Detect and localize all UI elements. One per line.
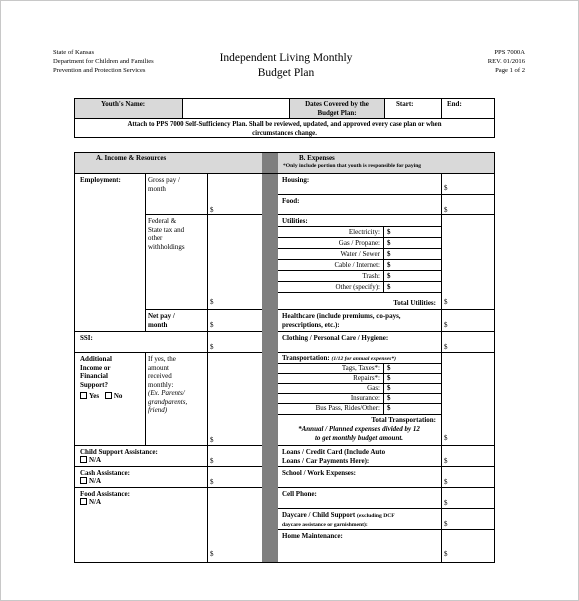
agency-line: State of Kansas bbox=[53, 49, 95, 56]
school-work-label: School / Work Expenses: bbox=[282, 469, 356, 477]
food-label: Food: bbox=[282, 197, 300, 205]
transport-items bbox=[278, 364, 383, 414]
additional-income-field[interactable] bbox=[217, 353, 261, 444]
ssi-dollar: $ bbox=[210, 343, 214, 351]
start-date-field[interactable] bbox=[421, 99, 441, 118]
gas-propane-label: Gas / Propane: bbox=[338, 239, 380, 247]
healthcare-line: prescriptions, etc.): bbox=[282, 320, 340, 329]
title-line: Budget Plan bbox=[257, 67, 315, 79]
food-assistance-dollar: $ bbox=[210, 550, 214, 558]
electricity-label: Electricity: bbox=[348, 228, 380, 236]
cell-phone-field[interactable] bbox=[451, 488, 494, 507]
food-dollar: $ bbox=[444, 206, 448, 214]
child-support-na bbox=[80, 456, 101, 465]
net-pay-line: Net pay / bbox=[148, 312, 175, 320]
trash-dollar[interactable]: $ bbox=[387, 272, 391, 280]
end-date-field[interactable] bbox=[467, 99, 494, 118]
agency-line: Prevention and Protection Services bbox=[53, 67, 146, 74]
expenses-subheading: *Only include portion that youth is responsible for paying bbox=[283, 163, 422, 169]
other-utility-label: Other (specify): bbox=[335, 283, 380, 291]
youth-name-field[interactable] bbox=[183, 99, 289, 118]
income-heading: A. Income & Resources bbox=[96, 154, 167, 162]
form-number: PPS 7000A bbox=[494, 49, 525, 56]
end-label: End: bbox=[447, 100, 462, 108]
child-support-dollar: $ bbox=[210, 457, 214, 465]
clothing-label: Clothing / Personal Care / Hygiene: bbox=[282, 334, 389, 342]
ssi-label: SSI: bbox=[80, 334, 93, 342]
example-line: grandparents, bbox=[148, 397, 188, 406]
additional-dollar: $ bbox=[210, 436, 214, 444]
if-yes-line: amount bbox=[148, 363, 169, 372]
housing-label: Housing: bbox=[282, 176, 310, 184]
healthcare-line: Healthcare (include premiums, co-pays, bbox=[282, 312, 401, 320]
withholdings-line: State tax and bbox=[148, 225, 185, 234]
daycare-note-line2: daycare assistance or garnishment): bbox=[282, 521, 368, 528]
additional-line: Income or bbox=[80, 363, 111, 372]
net-pay-field[interactable] bbox=[217, 310, 261, 330]
gas-dollar[interactable]: $ bbox=[387, 239, 391, 247]
example-line: (Ex. Parents/ bbox=[148, 389, 185, 397]
cable-dollar[interactable]: $ bbox=[387, 261, 391, 269]
yes-checkbox[interactable] bbox=[80, 392, 87, 399]
gross-pay-line: month bbox=[148, 184, 166, 193]
withholdings-dollar: $ bbox=[210, 298, 214, 306]
gas-transport-dollar[interactable]: $ bbox=[387, 384, 391, 392]
annual-note-line: to get monthly budget amount. bbox=[314, 433, 404, 442]
loans-line: Loans / Credit Card (Include Auto bbox=[282, 448, 386, 456]
child-support-field[interactable] bbox=[217, 446, 261, 465]
daycare-label bbox=[282, 511, 395, 529]
daycare-note: (excluding DCF bbox=[356, 513, 395, 519]
home-maintenance-label: Home Maintenance: bbox=[282, 532, 343, 540]
total-utilities-label: Total Utilities: bbox=[393, 299, 436, 307]
withholdings-line: Federal & bbox=[148, 217, 177, 225]
home-maintenance-dollar: $ bbox=[444, 550, 448, 558]
dates-label-line: Dates Covered by the bbox=[305, 100, 369, 108]
water-sewer-label: Water / Sewer bbox=[340, 250, 380, 258]
net-pay-dollar: $ bbox=[210, 321, 214, 329]
center-divider bbox=[262, 153, 278, 562]
daycare-field[interactable] bbox=[451, 509, 494, 528]
food-field[interactable] bbox=[451, 195, 494, 214]
healthcare-field[interactable] bbox=[451, 310, 494, 330]
bus-pass-label: Bus Pass, Rides/Other: bbox=[315, 404, 380, 412]
dates-covered-label bbox=[290, 100, 384, 117]
youth-name-label: Youth's Name: bbox=[101, 100, 146, 108]
food-assistance-field[interactable] bbox=[217, 488, 261, 561]
withholdings-line: withholdings bbox=[148, 242, 185, 251]
repairs-label: Repairs*: bbox=[353, 374, 380, 382]
na-label: N/A bbox=[89, 456, 102, 464]
withholdings-field[interactable] bbox=[217, 215, 261, 308]
title-line: Independent Living Monthly bbox=[219, 52, 353, 64]
food-assistance-label: Food Assistance: bbox=[80, 490, 130, 498]
attach-line: circumstances change. bbox=[252, 129, 317, 137]
if-yes-line: received bbox=[148, 372, 172, 380]
net-pay-label bbox=[148, 312, 175, 329]
na-label: N/A bbox=[89, 477, 102, 485]
net-pay-line: month bbox=[148, 320, 168, 329]
additional-line: Support? bbox=[80, 380, 109, 389]
loans-field[interactable] bbox=[451, 446, 494, 465]
child-support-na-checkbox[interactable] bbox=[80, 456, 87, 463]
child-support-label: Child Support Assistance: bbox=[80, 448, 158, 456]
yes-no-options bbox=[80, 392, 122, 401]
housing-dollar: $ bbox=[444, 184, 448, 192]
clothing-dollar: $ bbox=[444, 343, 448, 351]
transportation-note: (1/12 for annual expenses*) bbox=[331, 356, 396, 362]
healthcare-label bbox=[282, 312, 401, 329]
transportation-title: Transportation: bbox=[282, 354, 330, 362]
if-yes-line: monthly: bbox=[148, 380, 174, 389]
dates-label-line: Budget Plan: bbox=[317, 108, 357, 117]
page-number: Page 1 of 2 bbox=[495, 67, 525, 74]
additional-income-label bbox=[80, 355, 112, 389]
trash-label: Trash: bbox=[362, 272, 380, 280]
housing-field[interactable] bbox=[451, 174, 494, 193]
tags-dollar[interactable]: $ bbox=[387, 364, 391, 372]
total-transportation-dollar: $ bbox=[444, 434, 448, 442]
daycare-dollar: $ bbox=[444, 520, 448, 528]
water-dollar[interactable]: $ bbox=[387, 250, 391, 258]
food-assistance-na bbox=[80, 498, 101, 507]
attach-line: Attach to PPS 7000 Self-Sufficiency Plan. Shall be reviewed, updated, and approved every case plan or when bbox=[127, 121, 442, 128]
school-work-dollar: $ bbox=[444, 478, 448, 486]
total-utilities-dollar: $ bbox=[444, 298, 448, 306]
attach-instructions bbox=[75, 121, 494, 138]
healthcare-dollar: $ bbox=[444, 321, 448, 329]
total-transportation-field[interactable] bbox=[451, 353, 494, 444]
gross-pay-label bbox=[148, 176, 180, 193]
agency-block bbox=[53, 48, 154, 75]
cash-assistance-label: Cash Assistance: bbox=[80, 469, 130, 477]
gross-pay-dollar: $ bbox=[210, 206, 214, 214]
bus-pass-dollar[interactable]: $ bbox=[387, 404, 391, 412]
form-id-block bbox=[453, 48, 525, 75]
employment-label: Employment: bbox=[80, 176, 121, 184]
loans-dollar: $ bbox=[444, 457, 448, 465]
withholdings-label bbox=[148, 217, 185, 251]
cell-phone-label: Cell Phone: bbox=[282, 490, 317, 498]
cell-phone-dollar: $ bbox=[444, 499, 448, 507]
gross-pay-field[interactable] bbox=[217, 174, 261, 214]
start-label: Start: bbox=[396, 100, 414, 108]
daycare-title: Daycare / Child Support bbox=[282, 511, 356, 519]
annual-note bbox=[284, 425, 434, 442]
no-label: No bbox=[113, 392, 123, 400]
na-label: N/A bbox=[89, 498, 102, 506]
food-na-checkbox[interactable] bbox=[80, 498, 87, 505]
form-title bbox=[201, 51, 371, 81]
revision: REV. 01/2016 bbox=[487, 58, 525, 65]
electricity-dollar[interactable]: $ bbox=[387, 228, 391, 236]
gross-pay-line: Gross pay / bbox=[148, 176, 180, 184]
repairs-dollar[interactable]: $ bbox=[387, 374, 391, 382]
other-dollar[interactable]: $ bbox=[387, 283, 391, 291]
cash-assistance-field[interactable] bbox=[217, 467, 261, 486]
clothing-field[interactable] bbox=[451, 332, 494, 351]
yes-label: Yes bbox=[89, 392, 100, 400]
example-line: friend) bbox=[148, 406, 168, 414]
gas-label: Gas: bbox=[367, 384, 380, 392]
agency-line: Department for Children and Families bbox=[53, 58, 154, 65]
insurance-label: Insurance: bbox=[350, 394, 380, 402]
if-yes-line: If yes, the bbox=[148, 355, 176, 363]
cash-assistance-dollar: $ bbox=[210, 478, 214, 486]
cash-assistance-na bbox=[80, 477, 101, 486]
utilities-label: Utilities: bbox=[282, 217, 308, 225]
home-maintenance-field[interactable] bbox=[451, 530, 494, 561]
cable-internet-label: Cable / Internet: bbox=[334, 261, 380, 269]
loans-line: Loans / Car Payments Here): bbox=[282, 456, 370, 465]
ssi-field[interactable] bbox=[217, 332, 261, 351]
no-checkbox[interactable] bbox=[105, 392, 112, 399]
expenses-heading: B. Expenses bbox=[299, 154, 335, 162]
if-yes-label bbox=[148, 355, 187, 415]
additional-line: Financial bbox=[80, 372, 109, 380]
cash-na-checkbox[interactable] bbox=[80, 477, 87, 484]
annual-note-line: *Annual / Planned expenses divided by 12 bbox=[298, 425, 420, 433]
school-work-field[interactable] bbox=[451, 467, 494, 486]
total-utilities-field[interactable] bbox=[451, 215, 494, 308]
total-transportation-label: Total Transportation: bbox=[371, 416, 436, 424]
insurance-dollar[interactable]: $ bbox=[387, 394, 391, 402]
loans-label bbox=[282, 448, 385, 465]
additional-line: Additional bbox=[80, 355, 112, 363]
tags-taxes-label: Tags, Taxes*: bbox=[341, 364, 380, 372]
withholdings-line: other bbox=[148, 234, 163, 242]
